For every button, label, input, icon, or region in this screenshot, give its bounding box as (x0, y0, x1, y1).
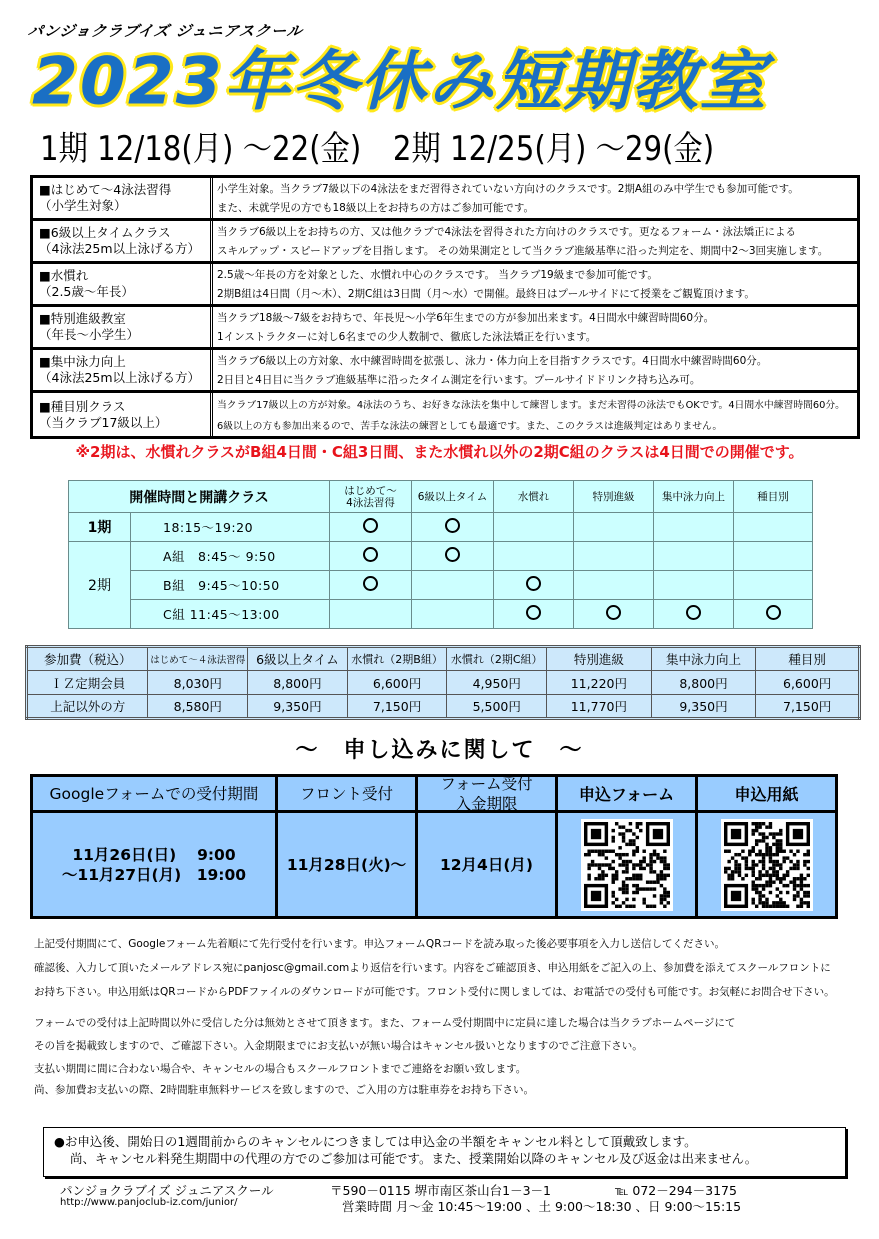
info-line: 支払い期間に間に合わない場合や、キャンセルの場合もスクールフロントまでご連絡をお願い致します。 (34, 1063, 527, 1075)
mark-cell (734, 513, 813, 542)
mark-cell (330, 571, 412, 600)
paper-qr-cell (698, 813, 835, 916)
class-desc-line: 当クラブ6級以上の方対象、水中練習時間を拡張し、泳力・体力向上を目指すクラスです。4日間水中練習時間60分。 (217, 355, 768, 367)
class-desc-line: 小学生対象。当クラブ7級以下の4泳法をまだ習得されていない方向けのクラスです。2期A組のみ中学生でも参加可能です。 (217, 183, 799, 195)
schedule-title: 開催時間と開講クラス (69, 481, 330, 513)
circle-mark-icon (363, 547, 378, 562)
mark-cell (574, 600, 654, 629)
qr-code-icon (724, 822, 810, 908)
class-target: （2.5歳～年長） (39, 284, 134, 299)
mark-cell (494, 542, 574, 571)
footer-business-hours: 営業時間 月～金 10:45～19:00 、土 9:00～18:30 、日 9:00～15:15 (342, 1199, 742, 1214)
fee-header-cell: 水慣れ（2期C組） (447, 647, 547, 671)
deadline-value-text: 12月4日(月) (439, 855, 534, 874)
fee-cell: 6,600円 (347, 671, 447, 695)
application-form-qr-code[interactable] (581, 819, 673, 911)
cancellation-line: 尚、キャンセル料発生期間中の代理の方でのご参加は可能です。また、授業開始以降のキャンセル及び返金は出来ません。 (70, 1151, 758, 1166)
mark-cell (412, 571, 494, 600)
circle-mark-icon (445, 547, 460, 562)
class-name: ■6級以上タイムクラス (39, 225, 171, 240)
schedule-row (69, 600, 813, 629)
schedule-col-header: 集中泳力向上 (654, 481, 734, 513)
mark-cell (574, 571, 654, 600)
info-line: 確認後、入力して頂いたメールアドレス宛にpanjosc@gmail.comより返信を行います。内容をご確認頂き、申込用紙をご記入の上、参加費を添えてスクールフロントに (34, 962, 831, 974)
schedule-row (69, 571, 813, 600)
circle-mark-icon (766, 605, 781, 620)
circle-mark-icon (526, 576, 541, 591)
schedule-row (69, 513, 813, 542)
time-slot: A組 8:45～ 9:50 (131, 542, 330, 571)
google-form-period-label-text: Googleフォームでの受付期間 (49, 784, 259, 803)
circle-mark-icon (606, 605, 621, 620)
mark-cell (574, 513, 654, 542)
application-paper-qr-code[interactable] (721, 819, 813, 911)
info-line: 尚、参加費お支払いの際、2時間駐車無料サービスを致しますので、ご入用の方は駐車券をお持ち下さい。 (34, 1084, 534, 1096)
mark-cell (654, 513, 734, 542)
mark-cell (494, 571, 574, 600)
circle-mark-icon (445, 518, 460, 533)
circle-mark-icon (686, 605, 701, 620)
fee-cell: 9,350円 (651, 695, 756, 719)
mark-cell (654, 571, 734, 600)
footer-school-name: パンジョクラブイズ ジュニアスクール (60, 1183, 274, 1198)
form-qr-cell (558, 813, 698, 916)
fee-cell: 9,350円 (248, 695, 348, 719)
class-desc-line: 2期B組は4日間（月～木）、2期C組は3日間（月～水）で開催。最終日はプールサイドにて授業をご観覧頂けます。 (217, 288, 755, 300)
fee-row-label: 上記以外の方 (27, 695, 148, 719)
class-target: （4泳法25m以上泳げる方） (39, 241, 201, 256)
footer-phone: ℡ 072－294－3175 (615, 1183, 737, 1198)
fee-header-cell: 集中泳力向上 (651, 647, 756, 671)
schedule-row (69, 542, 813, 571)
class-desc-line: スキルアップ・スピードアップを目指します。 その効果測定として当クラブ進級基準に沿った判定を、期間中2～3回実施します。 (217, 245, 829, 257)
deadline-label-text: フォーム受付 入金期限 (440, 774, 533, 813)
mark-cell (734, 600, 813, 629)
period-2-dates: 2期 12/25(月) ～29(金) (392, 129, 715, 169)
fee-cell: 6,600円 (756, 671, 860, 695)
circle-mark-icon (363, 518, 378, 533)
cancellation-policy-box (43, 1127, 846, 1177)
mark-cell (654, 600, 734, 629)
info-line: 上記受付期間にて、Googleフォーム先着順にて先行受付を行います。申込フォームQRコードを読み取った後必要事項を入力し送信してください。 (34, 938, 725, 950)
fee-cell: 7,150円 (347, 695, 447, 719)
class-desc-line: 2日目と4日目に当クラブ進級基準に沿ったタイム測定を行います。プールサイドドリンク持ち込み可。 (217, 374, 701, 386)
period-2-notice: ※2期は、水慣れクラスがB組4日間・C組3日間、また水慣れ以外の2期C組のクラスは4日間での開催です。 (75, 443, 804, 461)
class-row (33, 178, 857, 221)
class-name: ■特別進級教室 (39, 311, 126, 326)
google-form-period-value (33, 813, 278, 916)
fee-table (25, 645, 861, 720)
mark-cell (734, 542, 813, 571)
class-target: （年長～小学生） (39, 327, 140, 342)
front-desk-value (278, 813, 418, 916)
application-table (30, 774, 838, 919)
class-desc-line: 6級以上の方も参加出来るので、苦手な泳法の練習としても最適です。また、このクラスは進級判定はありません。 (217, 420, 723, 432)
period-dates (40, 126, 737, 172)
class-name: ■水慣れ (39, 268, 89, 283)
fee-header-cell: 6級以上タイム (248, 647, 348, 671)
circle-mark-icon (363, 576, 378, 591)
class-desc-line: 2.5歳～年長の方を対象とした、水慣れ中心のクラスです。 当クラブ19級まで参加可能です。 (217, 269, 658, 281)
deadline-label (418, 774, 558, 813)
fee-cell: 5,500円 (447, 695, 547, 719)
class-desc-line: 当クラブ18級～7級をお持ちで、年長児～小学6年生までの方が参加出来ます。4日間水中練習時間60分。 (217, 312, 715, 324)
class-desc-line: 当クラブ6級以上をお持ちの方、又は他クラブで4泳法を習得された方向けのクラスです。更なるフォーム・泳法矯正による (217, 226, 796, 238)
class-row (33, 221, 857, 264)
info-line: フォームでの受付は上記時間以外に受信した分は無効とさせて頂きます。また、フォーム受付期間中に定員に達した場合は当クラブホームページにて (34, 1017, 736, 1029)
mark-cell (330, 600, 412, 629)
fee-header-cell: 水慣れ（2期B組） (347, 647, 447, 671)
form-qr-label-text: 申込フォーム (578, 785, 675, 804)
fee-cell: 8,580円 (148, 695, 248, 719)
time-slot: B組 9:45～10:50 (131, 571, 330, 600)
mark-cell (412, 600, 494, 629)
cancellation-line: ●お申込後、開始日の1週間前からのキャンセルにつきましては申込金の半額をキャンセル料として頂戴致します。 (54, 1134, 697, 1149)
class-name: ■はじめて～4泳法習得 (39, 182, 172, 197)
class-name: ■種目別クラス (39, 398, 126, 414)
schedule-col-header: はじめて～ 4泳法習得 (330, 481, 412, 513)
mark-cell (412, 542, 494, 571)
info-line: お持ち下さい。申込用紙はQRコードからPDFファイルのダウンロードが可能です。フロント受付に関しましては、お電話での受付も可能です。お気軽にお問合せ下さい。 (34, 986, 835, 998)
class-row (33, 264, 857, 307)
class-desc-line: 当クラブ17級以上の方が対象。4泳法のうち、お好きな泳法を集中して練習します。まだ未習得の泳法でもOKです。4日間水中練習時間60分。 (217, 400, 845, 412)
fee-cell: 11,220円 (547, 671, 652, 695)
google-form-start: 11月26日(日) 9:00 (72, 845, 236, 864)
schedule-table (68, 480, 813, 629)
fee-header-cell: 特別進級 (547, 647, 652, 671)
fee-row (27, 671, 860, 695)
class-desc-line: 1インストラクターに対し6名までの少人数制で、徹底した泳法矯正を行います。 (217, 331, 597, 343)
paper-qr-label-text: 申込用紙 (734, 785, 799, 804)
period-label: 1期 (69, 513, 131, 542)
google-form-end: ～11月27日(月) 19:00 (61, 865, 247, 884)
mark-cell (412, 513, 494, 542)
fee-cell: 8,030円 (148, 671, 248, 695)
mark-cell (574, 542, 654, 571)
class-target: （4泳法25m以上泳げる方） (39, 370, 201, 385)
front-desk-value-text: 11月28日(火)～ (286, 855, 407, 874)
period-1-dates: 1期 12/18(月) ～22(金) (40, 129, 362, 169)
fee-header-cell: 参加費（税込） (27, 647, 148, 671)
fee-cell: 4,950円 (447, 671, 547, 695)
time-slot: 18:15～19:20 (131, 513, 330, 542)
period-label: 2期 (69, 542, 131, 629)
deadline-value (418, 813, 558, 916)
front-desk-label-text: フロント受付 (299, 784, 393, 803)
fee-cell: 8,800円 (651, 671, 756, 695)
page-title: 2023年冬休み短期教室 (32, 43, 768, 120)
info-line: その旨を掲載致しますので、ご確認下さい。入金期限までにお支払いが無い場合はキャンセル扱いとなりますのでご注意下さい。 (34, 1040, 643, 1052)
time-slot: C組 11:45～13:00 (131, 600, 330, 629)
mark-cell (654, 542, 734, 571)
mark-cell (494, 600, 574, 629)
form-qr-label (558, 777, 698, 813)
class-row (33, 307, 857, 350)
mark-cell (494, 513, 574, 542)
schedule-col-header: 種目別 (734, 481, 813, 513)
fee-row-label: ＩＺ定期会員 (27, 671, 148, 695)
fee-header-cell: はじめて～４泳法習得 (148, 647, 248, 671)
class-target: （当クラブ17級以上） (39, 414, 168, 430)
fee-cell: 11,770円 (547, 695, 652, 719)
class-target: （小学生対象） (39, 198, 127, 213)
schedule-header-row (69, 481, 813, 513)
class-name: ■集中泳力向上 (39, 354, 126, 369)
class-description-table (30, 175, 860, 439)
fee-cell: 8,800円 (248, 671, 348, 695)
fee-header-row (27, 647, 860, 671)
mark-cell (330, 542, 412, 571)
application-section-title: ～ 申し込みに関して ～ (295, 738, 584, 763)
google-form-period-label (33, 777, 278, 813)
schedule-col-header: 特別進級 (574, 481, 654, 513)
schedule-col-header: 6級以上タイム (412, 481, 494, 513)
paper-qr-label (698, 777, 835, 813)
footer-address: 〒590－0115 堺市南区茶山台1－3－1 (330, 1183, 552, 1198)
fee-cell: 7,150円 (756, 695, 860, 719)
circle-mark-icon (526, 605, 541, 620)
qr-code-icon (584, 822, 670, 908)
mark-cell (734, 571, 813, 600)
front-desk-label (278, 777, 418, 813)
fee-row (27, 695, 860, 719)
class-row (33, 393, 857, 436)
footer-url[interactable]: http://www.panjoclub-iz.com/junior/ (60, 1197, 238, 1208)
class-row (33, 350, 857, 393)
schedule-col-header: 水慣れ (494, 481, 574, 513)
school-name: パンジョクラブイズ ジュニアスクール (26, 22, 305, 40)
class-desc-line: また、未就学児の方でも18級以上をお持ちの方はご参加可能です。 (217, 202, 535, 214)
mark-cell (330, 513, 412, 542)
fee-header-cell: 種目別 (756, 647, 860, 671)
